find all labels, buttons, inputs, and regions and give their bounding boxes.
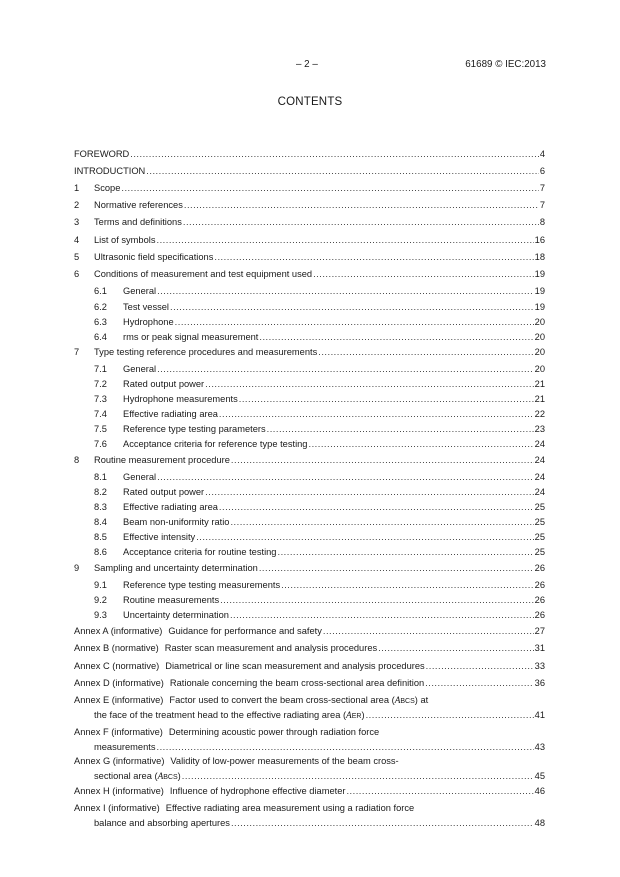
- annex-title: ): [177, 771, 181, 781]
- toc-entry-8-6[interactable]: [74, 545, 545, 560]
- toc-annex-c[interactable]: [74, 659, 545, 674]
- toc-entry-8-4[interactable]: [74, 515, 545, 530]
- leader-dots: [130, 147, 539, 162]
- toc-annex-d[interactable]: [74, 676, 545, 691]
- toc-label: Acceptance criteria for reference type testing: [123, 439, 308, 449]
- leader-dots: [219, 500, 534, 515]
- leader-dots: [146, 164, 539, 179]
- leader-dots: [346, 784, 533, 799]
- toc-page: 19: [534, 269, 545, 279]
- toc-number: 6.3: [94, 317, 107, 327]
- leader-dots: [157, 740, 534, 755]
- leader-dots: [182, 769, 534, 784]
- toc-label: General: [123, 286, 157, 296]
- toc-page: 7: [539, 183, 545, 193]
- toc-page: 43: [534, 742, 545, 752]
- annex-title: ) at: [414, 695, 429, 705]
- toc-page: 21: [534, 379, 545, 389]
- annex-title: Raster scan measurement and analysis procedures: [164, 643, 378, 653]
- toc-label: rms or peak signal measurement: [123, 332, 259, 342]
- toc-page: 4: [539, 149, 545, 159]
- toc-label: Type testing reference procedures and measurements: [94, 347, 318, 357]
- toc-number: 8.5: [94, 532, 107, 542]
- toc-label: Effective intensity: [123, 532, 196, 542]
- annex-title: Influence of hydrophone effective diameter: [169, 786, 346, 796]
- toc-number: 8.4: [94, 517, 107, 527]
- toc-page: 22: [534, 409, 545, 419]
- leader-dots: [308, 437, 533, 452]
- toc-number: 2: [74, 200, 80, 210]
- toc-label: Effective radiating area: [123, 502, 218, 512]
- leader-dots: [157, 362, 534, 377]
- leader-dots: [259, 561, 534, 576]
- toc-number: 9.2: [94, 595, 107, 605]
- leader-dots: [170, 300, 534, 315]
- toc-label: Sampling and uncertainty determination: [94, 563, 258, 573]
- toc-entry-7-5[interactable]: [74, 422, 545, 437]
- leader-dots: [259, 330, 533, 345]
- toc-entry-9[interactable]: [74, 561, 545, 576]
- leader-dots: [230, 515, 533, 530]
- annex-tag: Annex E (informative): [74, 695, 164, 705]
- annex-title: Rationale concerning the beam cross-sectional area definition: [169, 678, 425, 688]
- toc-entry-foreword[interactable]: [74, 147, 545, 162]
- toc-page: 25: [534, 547, 545, 557]
- toc-number: 7.6: [94, 439, 107, 449]
- toc-page: 26: [534, 610, 545, 620]
- toc-page: 31: [534, 643, 545, 653]
- leader-dots: [205, 377, 534, 392]
- toc-page: 41: [534, 710, 545, 720]
- leader-dots: [426, 659, 534, 674]
- annex-title: balance and absorbing apertures: [94, 818, 230, 828]
- toc-entry-7-6[interactable]: [74, 437, 545, 452]
- toc-entry-9-1[interactable]: [74, 578, 545, 593]
- toc-entry-7-2[interactable]: [74, 377, 545, 392]
- annex-title: Effective radiating area measurement using a radiation force: [165, 803, 415, 813]
- toc-page: 8: [539, 217, 545, 227]
- toc-entry-4[interactable]: [74, 233, 545, 248]
- toc-page: 48: [534, 818, 545, 828]
- toc-label: Uncertainty determination: [123, 610, 229, 620]
- toc-entry-5[interactable]: [74, 250, 545, 265]
- toc-label: Routine measurement procedure: [94, 455, 230, 465]
- symbol-subscript: BCS: [400, 698, 415, 705]
- toc-page: 20: [534, 364, 545, 374]
- contents-title: CONTENTS: [277, 96, 343, 108]
- toc-page: 25: [534, 532, 545, 542]
- toc-label: Acceptance criteria for routine testing: [123, 547, 277, 557]
- toc-number: 1: [74, 183, 80, 193]
- toc-entry-8-2[interactable]: [74, 485, 545, 500]
- annex-tag: Annex B (normative): [74, 643, 159, 653]
- toc-label: Effective radiating area: [123, 409, 218, 419]
- toc-page: 46: [534, 786, 545, 796]
- toc-number: 6: [74, 269, 80, 279]
- leader-dots: [205, 485, 534, 500]
- page-number: – 2 –: [296, 59, 318, 70]
- toc-number: 7.2: [94, 379, 107, 389]
- toc-number: 3: [74, 217, 80, 227]
- annex-title: Validity of low-power measurements of the beam cross-: [170, 756, 399, 766]
- toc-label: Reference type testing parameters: [123, 424, 266, 434]
- toc-number: 9.1: [94, 580, 107, 590]
- toc-annex-f[interactable]: [74, 725, 545, 755]
- annex-title: ): [361, 710, 365, 720]
- toc-entry-9-2[interactable]: [74, 593, 545, 608]
- toc-entry-1[interactable]: [74, 181, 545, 196]
- toc-page: 19: [534, 302, 545, 312]
- toc-number: 6.4: [94, 332, 107, 342]
- toc-page: 36: [534, 678, 545, 688]
- toc-label: INTRODUCTION: [74, 166, 146, 176]
- annex-tag: Annex C (normative): [74, 661, 160, 671]
- toc-entry-6-2[interactable]: [74, 300, 545, 315]
- toc-entry-3[interactable]: [74, 215, 545, 230]
- annex-title: Factor used to convert the beam cross-sectional area (: [169, 695, 395, 705]
- toc-annex-b[interactable]: [74, 641, 545, 656]
- toc-entry-6-3[interactable]: [74, 315, 545, 330]
- leader-dots: [231, 816, 534, 831]
- toc-number: 6.2: [94, 302, 107, 312]
- toc-entry-9-3[interactable]: [74, 608, 545, 623]
- annex-tag: Annex F (informative): [74, 727, 163, 737]
- toc-number: 8.3: [94, 502, 107, 512]
- toc-page: 21: [534, 394, 545, 404]
- toc-label: List of symbols: [94, 235, 156, 245]
- toc-label: General: [123, 472, 157, 482]
- toc-page: 33: [534, 661, 545, 671]
- toc-entry-6-1[interactable]: [74, 284, 545, 299]
- annex-title: measurements: [94, 742, 156, 752]
- toc-annex-e[interactable]: [74, 693, 545, 723]
- toc-label: Terms and definitions: [94, 217, 182, 227]
- leader-dots: [214, 250, 533, 265]
- toc-page: 25: [534, 517, 545, 527]
- toc-label: General: [123, 364, 157, 374]
- toc-entry-7-3[interactable]: [74, 392, 545, 407]
- toc-page: 20: [534, 317, 545, 327]
- toc-label: Hydrophone measurements: [123, 394, 238, 404]
- toc-page: 16: [534, 235, 545, 245]
- toc-number: 6.1: [94, 286, 107, 296]
- leader-dots: [239, 392, 534, 407]
- toc-page: 45: [534, 771, 545, 781]
- toc-number: 8.1: [94, 472, 107, 482]
- toc-annex-h[interactable]: [74, 784, 545, 799]
- toc-entry-6-4[interactable]: [74, 330, 545, 345]
- leader-dots: [157, 284, 534, 299]
- leader-dots: [121, 181, 538, 196]
- toc-entry-6[interactable]: [74, 267, 545, 282]
- symbol-a: A: [346, 711, 352, 721]
- leader-dots: [184, 198, 539, 213]
- standard-reference: 61689 © IEC:2013: [465, 59, 546, 70]
- toc-label: Test vessel: [123, 302, 169, 312]
- toc-label: Rated output power: [123, 487, 205, 497]
- leader-dots: [231, 453, 534, 468]
- toc-page: 24: [534, 455, 545, 465]
- toc-label: Scope: [94, 183, 121, 193]
- toc-page: 26: [534, 580, 545, 590]
- toc-number: 9: [74, 563, 80, 573]
- annex-tag: Annex D (informative): [74, 678, 164, 688]
- leader-dots: [157, 470, 534, 485]
- annex-tag: Annex H (informative): [74, 786, 164, 796]
- toc-label: Beam non-uniformity ratio: [123, 517, 230, 527]
- leader-dots: [175, 315, 534, 330]
- toc-label: Normative references: [94, 200, 183, 210]
- annex-tag: Annex A (informative): [74, 626, 163, 636]
- leader-dots: [378, 641, 534, 656]
- annex-title: Diametrical or line scan measurement and analysis procedures: [165, 661, 425, 671]
- toc-entry-8-3[interactable]: [74, 500, 545, 515]
- toc-annex-i[interactable]: [74, 801, 545, 831]
- toc-number: 8.2: [94, 487, 107, 497]
- toc-label: Conditions of measurement and test equipment used: [94, 269, 313, 279]
- annex-title: Determining acoustic power through radiation force: [168, 727, 380, 737]
- toc-number: 8: [74, 455, 80, 465]
- leader-dots: [267, 422, 534, 437]
- toc-page: 26: [534, 563, 545, 573]
- annex-title: the face of the treatment head to the effective radiating area (: [94, 710, 347, 720]
- toc-entry-7-1[interactable]: [74, 362, 545, 377]
- toc-label: Hydrophone: [123, 317, 174, 327]
- leader-dots: [219, 407, 534, 422]
- toc-page: 18: [534, 252, 545, 262]
- leader-dots: [318, 345, 533, 360]
- toc-number: 7.3: [94, 394, 107, 404]
- symbol-subscript: ER: [351, 713, 362, 720]
- toc-entry-2[interactable]: [74, 198, 545, 213]
- leader-dots: [220, 593, 534, 608]
- leader-dots: [230, 608, 534, 623]
- leader-dots: [323, 624, 534, 639]
- annex-tag: Annex I (informative): [74, 803, 160, 813]
- toc-label: Routine measurements: [123, 595, 220, 605]
- annex-title: sectional area (: [94, 771, 158, 781]
- annex-title: Guidance for performance and safety: [168, 626, 322, 636]
- toc-entry-7-4[interactable]: [74, 407, 545, 422]
- toc-label: Ultrasonic field specifications: [94, 252, 214, 262]
- toc-annex-a[interactable]: [74, 624, 545, 639]
- toc-number: 7.5: [94, 424, 107, 434]
- symbol-a: A: [157, 772, 164, 782]
- toc-page: 24: [534, 439, 545, 449]
- toc-page: 19: [534, 286, 545, 296]
- toc-number: 8.6: [94, 547, 107, 557]
- leader-dots: [425, 676, 533, 691]
- toc-number: 7.1: [94, 364, 107, 374]
- toc-page: 25: [534, 502, 545, 512]
- leader-dots: [183, 215, 539, 230]
- toc-page: 24: [534, 487, 545, 497]
- annex-tag: Annex G (informative): [74, 756, 165, 766]
- leader-dots: [366, 708, 534, 723]
- toc-label: Reference type testing measurements: [123, 580, 281, 590]
- toc-page: 20: [534, 347, 545, 357]
- leader-dots: [196, 530, 533, 545]
- toc-page: 24: [534, 472, 545, 482]
- toc-entry-8[interactable]: [74, 453, 545, 468]
- symbol-a: A: [394, 696, 401, 706]
- leader-dots: [156, 233, 533, 248]
- leader-dots: [281, 578, 534, 593]
- toc-number: 7: [74, 347, 80, 357]
- toc-annex-g[interactable]: [74, 754, 545, 784]
- symbol-subscript: BCS: [163, 774, 178, 781]
- toc-entry-7[interactable]: [74, 345, 545, 360]
- toc-number: 7.4: [94, 409, 107, 419]
- toc-number: 9.3: [94, 610, 107, 620]
- leader-dots: [277, 545, 533, 560]
- toc-page: 7: [539, 200, 545, 210]
- toc-page: 20: [534, 332, 545, 342]
- toc-number: 4: [74, 235, 80, 245]
- toc-entry-introduction[interactable]: [74, 164, 545, 179]
- toc-entry-8-1[interactable]: [74, 470, 545, 485]
- toc-label: FOREWORD: [74, 149, 130, 159]
- leader-dots: [313, 267, 534, 282]
- toc-page: 27: [534, 626, 545, 636]
- toc-page: 6: [539, 166, 545, 176]
- toc-page: 23: [534, 424, 545, 434]
- toc-label: Rated output power: [123, 379, 205, 389]
- toc-entry-8-5[interactable]: [74, 530, 545, 545]
- toc-page: 26: [534, 595, 545, 605]
- toc-number: 5: [74, 252, 80, 262]
